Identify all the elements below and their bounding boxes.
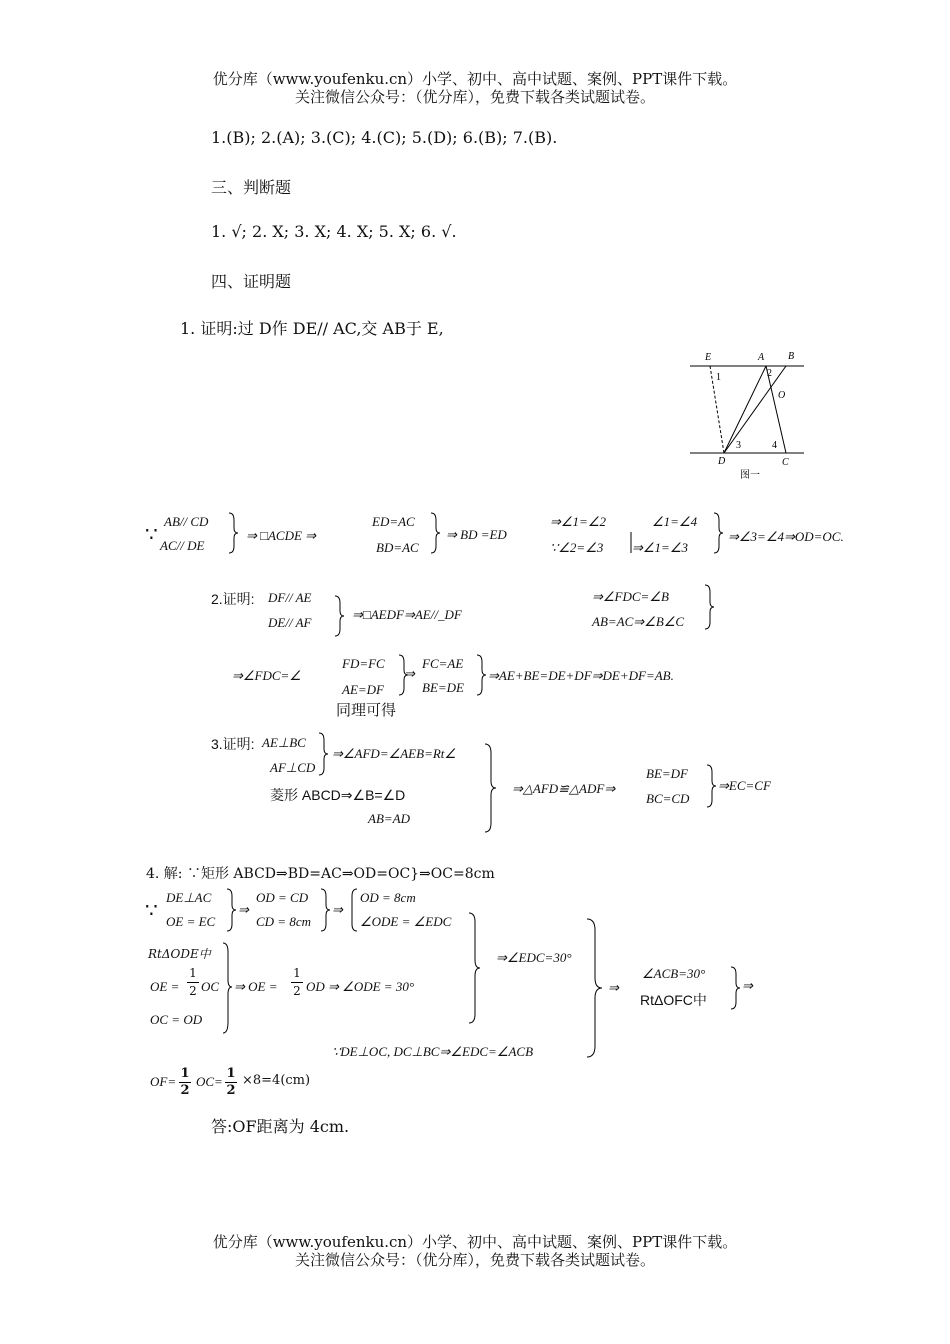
p4-answer: 答:OF距离为 4cm. <box>211 1117 350 1136</box>
fig-label-B: B <box>788 351 795 362</box>
p1-c3b: ∵∠2=∠3 <box>550 540 604 555</box>
p4-c1b: OE = EC <box>166 914 216 929</box>
p4-brace-1 <box>226 888 238 932</box>
p4-oe-post: OC <box>201 979 220 994</box>
fig-label-2: 2 <box>767 368 772 379</box>
fig-label-D: D <box>718 456 726 467</box>
footer-line-2: 关注微信公众号：（优分库），免费下载各类试题试卷。 <box>294 1251 655 1269</box>
p4-half-den-2: 2 <box>293 984 301 998</box>
p3-brace-3 <box>706 764 718 808</box>
p1-r3: ⇒∠3=∠4⇒OD=OC. <box>728 529 844 544</box>
p1-brace-1 <box>228 512 240 554</box>
p2-note: 同理可得 <box>336 702 397 719</box>
p4-brace-5 <box>222 942 234 1034</box>
p2-c4a: FC=AE <box>422 656 464 671</box>
header-line-2: 关注微信公众号：（优分库），免费下载各类试题试卷。 <box>294 88 655 106</box>
p2-c4b: BE=DE <box>422 680 464 695</box>
p1-r2: ⇒ BD =ED <box>446 527 507 542</box>
section4-title: 四、证明题 <box>211 272 292 291</box>
p4-brace-6 <box>586 918 604 1058</box>
p4-arrow: ⇒ <box>238 902 249 917</box>
fig-label-3: 3 <box>736 440 741 451</box>
p4-final-num: 1 <box>180 1066 190 1081</box>
fig-label-E: E <box>705 352 712 363</box>
p1-c4b: ⇒∠1=∠3 <box>632 540 688 555</box>
p4-half-den: 2 <box>189 984 197 998</box>
p2-c1a: DF// AE <box>268 590 312 605</box>
p3-brace-1 <box>318 732 330 776</box>
p4-c5a: ∠ACB=30° <box>642 966 706 981</box>
p4-arrow-4: ⇒ <box>742 978 753 993</box>
p3-r1: ⇒∠AFD=∠AEB=Rt∠ <box>332 746 457 761</box>
p4-final-post: ×8=4(cm) <box>242 1073 311 1088</box>
fig-label-C: C <box>782 457 789 468</box>
p1-brace-4 <box>713 512 725 554</box>
p4-c5b: RtΔOFC中 <box>640 992 707 1008</box>
p4-half-num: 1 <box>189 966 197 980</box>
p4-oe-pre: OE = <box>150 979 180 994</box>
fig-label-4: 4 <box>772 440 777 451</box>
p4-since: ∵ <box>145 898 158 922</box>
p1-since: ∵ <box>145 522 158 546</box>
fig-caption: 图一 <box>740 470 760 481</box>
p2-c2b: AB=AC⇒∠B∠C <box>592 614 685 629</box>
p4-final-mid: OC= <box>196 1074 223 1089</box>
p4-brace-7 <box>730 966 742 1010</box>
p2-c3b: AE=DF <box>342 682 384 697</box>
p2-c2a: ⇒∠FDC=∠B <box>592 589 669 604</box>
p4-brace-3 <box>350 888 358 932</box>
p4-final-den: 2 <box>180 1083 190 1098</box>
p1-c4a: ∠1=∠4 <box>652 514 698 529</box>
p2-mid-arrow: ⇒ <box>404 666 415 681</box>
p3-c1b: AF⊥CD <box>270 760 316 775</box>
p4-brace-4 <box>468 912 482 1024</box>
p4-r1: ⇒∠EDC=30° <box>496 950 572 965</box>
p3-c2: 菱形 ABCD⇒∠B=∠D <box>270 787 406 803</box>
p4-c1a: DE⊥AC <box>166 890 212 905</box>
p4-c3a: OD = 8cm <box>360 890 416 905</box>
p4-arrow-2: ⇒ <box>332 902 343 917</box>
p3-c4a: BE=DF <box>646 766 688 781</box>
p2-r1: ⇒□AEDF⇒AE//_DF <box>352 607 462 622</box>
p3-r3: ⇒EC=CF <box>718 778 771 793</box>
p4-rt: RtΔODE中 <box>148 947 211 961</box>
p4-frac-bar-2 <box>291 982 303 983</box>
p4-c3b: ∠ODE = ∠EDC <box>360 914 452 929</box>
p2-r2pre: ⇒∠FDC=∠ <box>232 668 301 683</box>
p4-c2a: OD = CD <box>256 890 309 905</box>
header-line-1: 优分库（www.youfenku.cn）小学、初中、高中试题、案例、PPT课件下载。 <box>212 70 738 88</box>
p3-c1a: AE⊥BC <box>262 735 306 750</box>
p1-c2b: BD=AC <box>376 540 419 555</box>
p2-brace-4 <box>476 654 488 696</box>
p4-because2: ∵DE⊥OC, DC⊥BC⇒∠EDC=∠ACB <box>332 1044 534 1059</box>
proof1-intro: 1. 证明:过 D作 DE// AC,交 AB于 E, <box>180 319 444 338</box>
fig-label-1: 1 <box>716 372 721 383</box>
p4-frac-bar <box>187 982 199 983</box>
p4-oc-od: OC = OD <box>150 1012 203 1027</box>
footer-line-1: 优分库（www.youfenku.cn）小学、初中、高中试题、案例、PPT课件下载。 <box>212 1233 738 1251</box>
p4-line1: 4. 解: ∵矩形 ABCD⇒BD=AC⇒OD=OC}⇒OC=8cm <box>146 866 495 882</box>
p2-label: 2.证明: <box>211 591 255 607</box>
p3-brace-2 <box>484 743 498 833</box>
p3-r2: ⇒△AFD≌△ADF⇒ <box>512 781 616 796</box>
fig-label-A: A <box>758 352 765 363</box>
p4-arrow-3: ⇒ <box>608 980 619 995</box>
fig-label-O: O <box>778 390 786 401</box>
choice-answers: 1.(B); 2.(A); 3.(C); 4.(C); 5.(D); 6.(B); 7.(B). <box>211 128 558 147</box>
p4-oe2-pre: ⇒ OE = <box>234 979 278 994</box>
p4-half-num-2: 1 <box>293 966 301 980</box>
p1-c1b: AC// DE <box>160 538 205 553</box>
p2-brace-1 <box>334 595 346 637</box>
p1-brace-2 <box>430 512 442 554</box>
p4-final-num-2: 1 <box>226 1066 236 1081</box>
p1-c1a: AB// CD <box>164 514 209 529</box>
p3-c3: AB=AD <box>368 811 410 826</box>
section3-answers: 1. √; 2. X; 3. X; 4. X; 5. X; 6. √. <box>211 222 457 241</box>
p1-c2a: ED=AC <box>372 514 415 529</box>
p2-c1b: DE// AF <box>268 615 312 630</box>
p3-label: 3.证明: <box>211 736 255 752</box>
p4-final-den-2: 2 <box>226 1083 236 1098</box>
p2-c3a: FD=FC <box>342 656 385 671</box>
p2-brace-2 <box>704 584 716 630</box>
p2-r3: ⇒AE+BE=DE+DF⇒DE+DF=AB. <box>488 668 674 683</box>
p3-c4b: BC=CD <box>646 791 690 806</box>
figure-diagonal-bd <box>688 350 808 485</box>
p4-oe2-post: OD ⇒ ∠ODE = 30° <box>306 979 415 994</box>
p1-c3a: ⇒∠1=∠2 <box>550 514 606 529</box>
section3-title: 三、判断题 <box>211 178 292 197</box>
p1-r1: ⇒ □ACDE ⇒ <box>246 528 317 543</box>
p4-brace-2 <box>320 888 332 932</box>
p4-final-pre: OF= <box>150 1074 177 1089</box>
p4-c2b: CD = 8cm <box>256 914 311 929</box>
